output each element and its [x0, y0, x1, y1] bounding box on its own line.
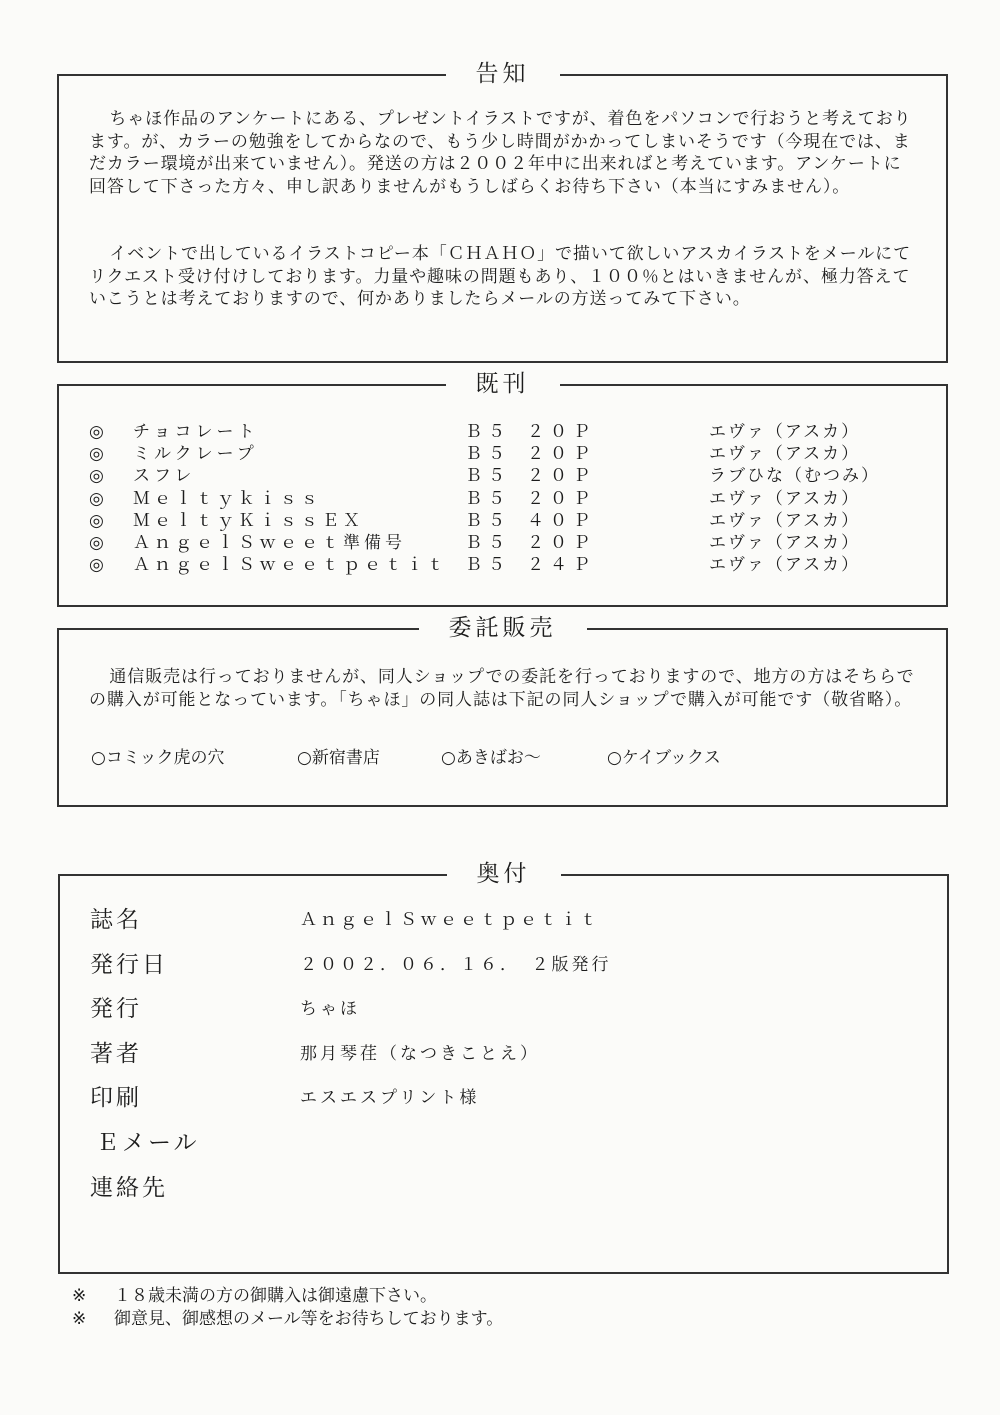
issue-size: Ｂ５ — [465, 466, 511, 487]
colophon-row-contact — [90, 1173, 927, 1203]
colophon-row-author — [90, 1039, 927, 1069]
issue-genre: ラブひな（むつみ） — [709, 466, 880, 487]
footnotes — [72, 1285, 503, 1331]
back-issue-row — [89, 554, 926, 576]
shop-item: ○新宿書店 — [297, 748, 380, 768]
colophon-title: 奥付 — [447, 858, 561, 890]
issue-size: Ｂ５ — [465, 444, 511, 465]
back-issues-box — [57, 371, 948, 607]
shop-item: ○あきばお～ — [441, 748, 541, 768]
colophon-label: 印刷 — [90, 1085, 142, 1111]
colophon-label: 連絡先 — [90, 1175, 168, 1201]
colophon-value: ちゃほ — [300, 999, 360, 1019]
back-issues-title: 既刊 — [446, 368, 560, 400]
issue-mark: ◎ — [89, 444, 104, 465]
shop-item: ○ケイブックス — [607, 748, 721, 768]
colophon-row-printer — [90, 1083, 927, 1113]
colophon-row-email — [90, 1128, 927, 1158]
colophon-value: ２００２．０６．１６． ２版発行 — [300, 955, 612, 975]
issue-mark: ◎ — [89, 510, 104, 531]
issue-mark: ◎ — [89, 488, 104, 509]
issue-size: Ｂ５ — [465, 422, 511, 442]
issue-pages: ２４Ｐ — [527, 555, 596, 576]
issue-title: Ｍｅｌｔｙｋｉｓｓ — [133, 488, 322, 509]
issue-pages: ２０Ｐ — [527, 422, 596, 442]
colophon-value: ＡｎｇｅｌＳｗｅｅｔｐｅｔｉｔ — [300, 910, 600, 930]
issue-title: スフレ — [133, 466, 196, 487]
back-issue-row — [89, 488, 926, 510]
issue-title: ＭｅｌｔｙＫｉｓｓＥＸ — [133, 510, 364, 531]
colophon-label: Ｅメール — [96, 1130, 200, 1156]
issue-pages: ２０Ｐ — [527, 444, 596, 465]
issue-genre: エヴァ（アスカ） — [709, 422, 861, 442]
colophon-label: 誌名 — [90, 907, 142, 933]
note-mark: ※ — [72, 1286, 87, 1306]
issue-mark: ◎ — [89, 555, 104, 576]
notice-paragraph-2: イベントで出しているイラストコピー本「ＣＨＡＨＯ」で描いて欲しいアスカイラストをメールにてリクエスト受け付けしております。力量や趣味の問題もあり、１００％とはいきませんが、極力答えていこうとは考えておりますので、何かありましたらメールの方送ってみて下さい。 — [89, 244, 911, 309]
consignment-paragraph: 通信販売は行っておりませんが、同人ショップでの委託を行っておりますので、地方の方はそちらでの購入が可能となっています。「ちゃほ」の同人誌は下記の同人ショップで購入が可能です（敬省略）。 — [89, 667, 915, 710]
issue-mark: ◎ — [89, 466, 104, 487]
colophon-row-date — [90, 950, 927, 980]
consignment-box — [57, 615, 948, 807]
back-issue-row — [89, 510, 926, 532]
colophon-value: 那月琴荏（なつきことえ） — [300, 1044, 540, 1064]
notice-paragraph-1: ちゃほ作品のアンケートにある、プレゼントイラストですが、着色をパソコンで行おうと考えております。が、カラーの勉強をしてからなので、もう少し時間がかかってしまいそうです（今現在では、まだカラー環境が出来ていません）。発送の方は２００２年中に出来ればと考えています。アンケートに回答して下さった方々、申し訳ありませんがもうしばらくお待ち下さい（本当にすみません）。 — [89, 109, 912, 197]
back-issue-row — [89, 421, 926, 443]
issue-pages: ４０Ｐ — [527, 510, 596, 531]
issue-genre: エヴァ（アスカ） — [709, 533, 861, 553]
back-issue-row — [89, 443, 926, 465]
issue-pages: ２０Ｐ — [527, 533, 596, 553]
issue-genre: エヴァ（アスカ） — [709, 488, 861, 509]
back-issue-row — [89, 465, 926, 487]
issue-mark: ◎ — [89, 422, 104, 442]
issue-genre: エヴァ（アスカ） — [709, 510, 861, 531]
colophon-value: エスエスプリント様 — [300, 1088, 480, 1108]
issue-genre: エヴァ（アスカ） — [709, 555, 861, 576]
notice-title: 告知 — [446, 58, 560, 90]
colophon-box — [58, 861, 949, 1274]
issue-size: Ｂ５ — [465, 555, 511, 576]
note-text: １８歳未満の方の御購入は御遠慮下さい。 — [114, 1286, 437, 1306]
issue-size: Ｂ５ — [465, 533, 511, 553]
footnote — [72, 1285, 503, 1308]
footnote — [72, 1308, 503, 1331]
colophon-label: 著者 — [90, 1041, 142, 1067]
issue-pages: ２０Ｐ — [527, 488, 596, 509]
issue-size: Ｂ５ — [465, 510, 511, 531]
shop-item: ○コミック虎の穴 — [91, 748, 225, 768]
issue-title: チョコレート — [133, 422, 259, 442]
issue-mark: ◎ — [89, 533, 104, 553]
issue-genre: エヴァ（アスカ） — [709, 444, 861, 465]
issue-size: Ｂ５ — [465, 488, 511, 509]
colophon-label: 発行 — [90, 996, 142, 1022]
issue-pages: ２０Ｐ — [527, 466, 596, 487]
back-issue-row — [89, 532, 926, 554]
issue-title: ミルクレープ — [133, 444, 258, 465]
notice-box — [57, 61, 948, 363]
issue-title: ＡｎｇｅｌＳｗｅｅｔｐｅｔｉｔ — [133, 555, 448, 576]
issue-title: ＡｎｇｅｌＳｗｅｅｔ準備号 — [133, 533, 406, 553]
note-text: 御意見、御感想のメール等をお待ちしております。 — [114, 1309, 504, 1329]
colophon-row-publisher — [90, 994, 927, 1024]
note-mark: ※ — [72, 1309, 87, 1329]
colophon-label: 発行日 — [90, 952, 168, 978]
consignment-title: 委託販売 — [419, 612, 587, 644]
colophon-row-title — [90, 905, 927, 935]
